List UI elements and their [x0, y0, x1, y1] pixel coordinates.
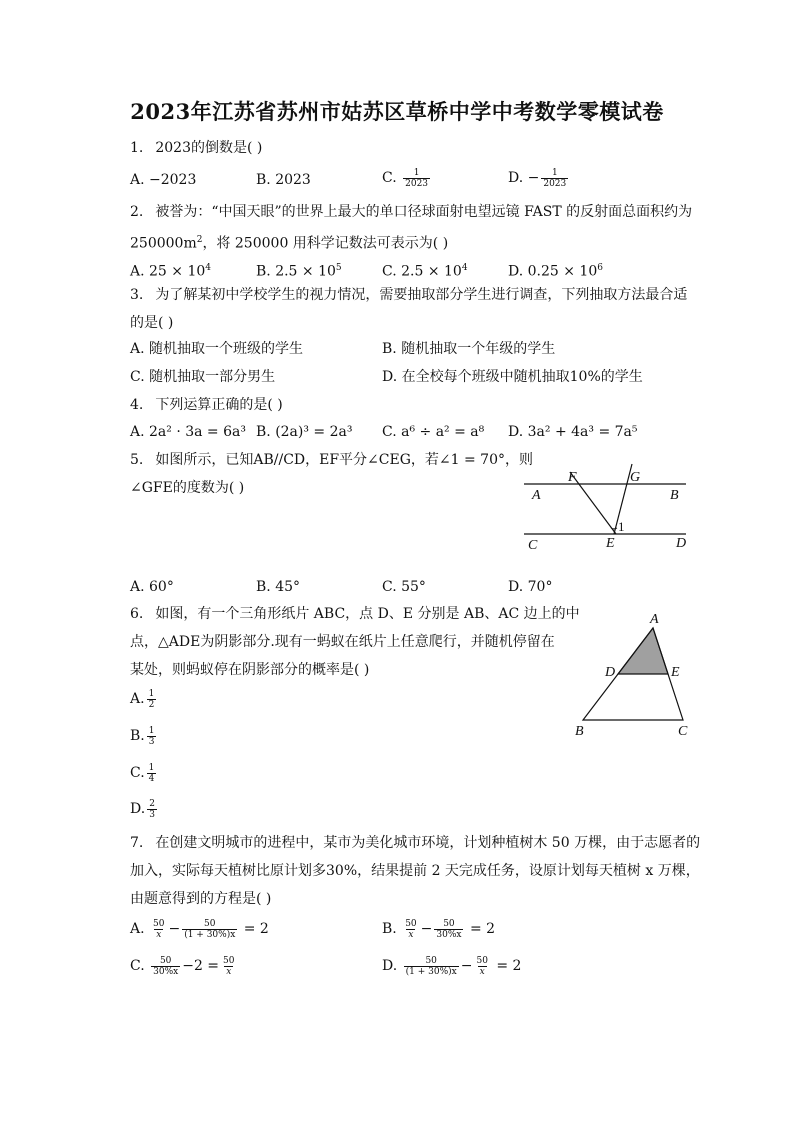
q6-label-b: B — [575, 724, 584, 739]
q2-option-a: A. $25 \times 10^4$ — [130, 263, 212, 280]
q6-label-c: C — [678, 724, 688, 739]
q3-option-d: D. 在全校每个班级中随机抽取10%的学生 — [382, 369, 643, 385]
q6-option-b: B. $\frac{1}{3}$ — [130, 725, 155, 747]
q1-option-b: B. 2023 — [256, 172, 311, 188]
q1-option-c: C. $\frac{1}{2023}$ — [382, 167, 429, 189]
q2-option-c: C. $2.5 \times 10^4$ — [382, 263, 468, 280]
q6-label-d: D — [605, 665, 616, 680]
q1-option-a: A. −2023 — [130, 172, 197, 188]
question-3-line2: 的是( ) — [130, 315, 174, 331]
question-3: 3. 为了解某初中学校学生的视力情况，需要抽取部分学生进行调查，下列抽取方法最合适 — [130, 287, 688, 303]
q2-option-d: D. $0.25 \times 10^6$ — [508, 263, 603, 280]
q6-option-c: C. $\frac{1}{4}$ — [130, 762, 155, 784]
question-7-line2: 加入，实际每天植树比原计划多30%，结果提前 2 天完成任务，设原计划每天植树 x 万棵， — [130, 863, 700, 879]
q5-label-angle1: 1 — [618, 519, 625, 534]
question-7-line3: 由题意得到的方程是( ) — [130, 891, 272, 907]
q5-label-f: F — [568, 470, 577, 485]
q5-label-d: D — [676, 536, 687, 551]
q3-option-b: B. 随机抽取一个年级的学生 — [382, 341, 556, 357]
question-5-line2: ∠GFE的度数为( ) — [130, 480, 245, 496]
question-7: 7. 在创建文明城市的进程中，某市为美化城市环境，计划种植树木 50 万棵，由于志愿者的 — [130, 835, 701, 851]
question-5: 5. 如图所示，已知AB//CD，EF平分∠CEG，若∠1 = 70°，则 — [130, 452, 533, 468]
question-6-line3: 某处，则蚂蚁停在阴影部分的概率是( ) — [130, 662, 370, 678]
q3-option-a: A. 随机抽取一个班级的学生 — [130, 341, 304, 357]
q6-option-a: A. $\frac{1}{2}$ — [130, 688, 155, 710]
q5-option-b: B. 45° — [256, 579, 301, 595]
q7-option-a: A. $\frac{50}{x}$ − $\frac{50}{(1 + 30\%)x}$ = 2 — [130, 918, 269, 940]
q6-figure — [565, 608, 700, 740]
question-6: 6. 如图，有一个三角形纸片 ABC，点 D、E 分别是 AB、AC 边上的中 — [130, 606, 580, 622]
q3-option-c: C. 随机抽取一部分男生 — [130, 369, 276, 385]
q5-label-a: A — [532, 488, 541, 503]
q5-label-e: E — [606, 536, 615, 551]
q5-option-c: C. 55° — [382, 579, 426, 595]
question-4: 4. 下列运算正确的是( ) — [130, 397, 283, 413]
q6-label-e: E — [671, 665, 680, 680]
q4-option-a: A. 2a² · 3a = 6a³ — [130, 424, 246, 440]
question-1: 1. 2023的倒数是( ) — [130, 140, 263, 156]
q4-option-b: B. (2a)³ = 2a³ — [256, 424, 353, 440]
q5-option-a: A. 60° — [130, 579, 174, 595]
q7-option-c: C. $\frac{50}{30\%x}$ −2 = $\frac{50}{x}$ — [130, 955, 235, 977]
q5-label-b: B — [670, 488, 679, 503]
q4-option-c: C. a⁶ ÷ a² = a⁸ — [382, 424, 485, 440]
q6-option-d: D. $\frac{2}{3}$ — [130, 798, 155, 820]
q6-label-a: A — [650, 612, 659, 627]
q1-option-d: D. − $\frac{1}{2023}$ — [508, 167, 567, 189]
q4-option-d: D. 3a² + 4a³ = 7a⁵ — [508, 424, 638, 440]
q5-option-d: D. 70° — [508, 579, 553, 595]
page-title: 2023年江苏省苏州市姑苏区草桥中学中考数学零模试卷 — [130, 99, 664, 124]
q5-figure — [520, 460, 700, 555]
q5-label-g: G — [630, 470, 641, 485]
q7-option-d: D. $\frac{50}{(1 + 30\%)x}$ − $\frac{50}{x}$ = 2 — [382, 955, 522, 977]
question-2-line2: $250000m^2$，将 250000 用科学记数法可表示为( ) — [130, 235, 449, 252]
q2-option-b: B. $2.5 \times 10^5$ — [256, 263, 342, 280]
q5-label-c: C — [528, 538, 538, 553]
question-6-line2: 点，△ADE为阴影部分.现有一蚂蚁在纸片上任意爬行，并随机停留在 — [130, 634, 555, 650]
question-2: 2. 被誉为：“中国天眼”的世界上最大的单口径球面射电望远镜 FAST 的反射面总面积约为 — [130, 204, 693, 220]
q7-option-b: B. $\frac{50}{x}$ − $\frac{50}{30\%x}$ = 2 — [382, 918, 496, 940]
